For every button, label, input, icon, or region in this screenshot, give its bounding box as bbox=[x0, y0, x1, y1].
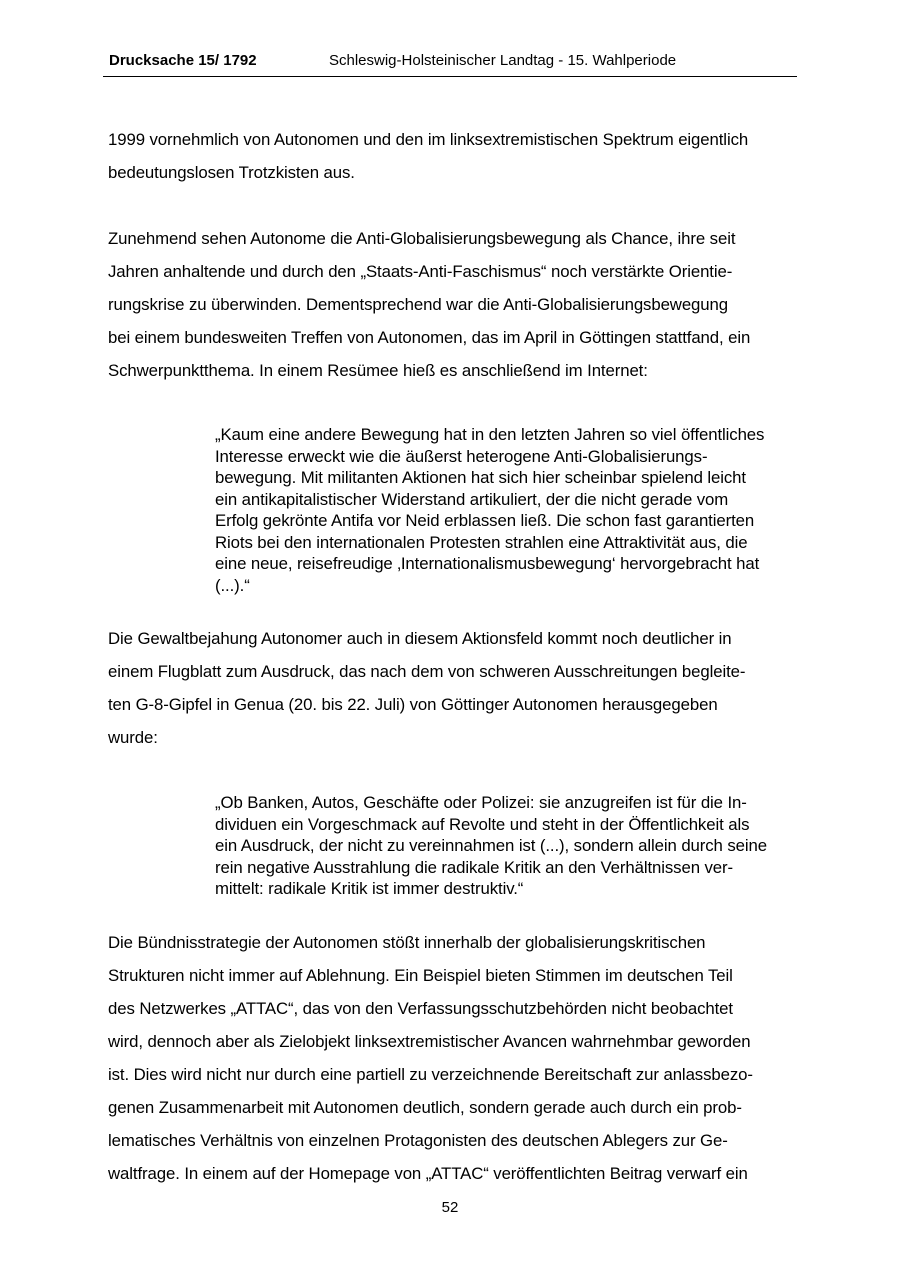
page-number: 52 bbox=[441, 1199, 459, 1216]
text-line: wurde: bbox=[108, 728, 158, 747]
block-quote-1 bbox=[215, 424, 803, 596]
quote-line: (...).“ bbox=[215, 575, 250, 595]
text-line: wird, dennoch aber als Zielobjekt linksextremistischer Avancen wahrnehmbar geworden bbox=[108, 1032, 751, 1051]
quote-line: rein negative Ausstrahlung die radikale Kritik an den Verhältnissen ver- bbox=[215, 857, 733, 877]
quote-line: Interesse erweckt wie die äußerst heterogene Anti-Globalisierungs- bbox=[215, 446, 708, 466]
paragraph-3 bbox=[108, 622, 808, 754]
block-quote-2 bbox=[215, 792, 803, 900]
header-title: Schleswig-Holsteinischer Landtag - 15. Wahlperiode bbox=[329, 52, 677, 69]
quote-line: eine neue, reisefreudige ‚Internationalismusbewegung‘ hervorgebracht hat bbox=[215, 554, 760, 573]
text-line: rungskrise zu überwinden. Dementsprechend war die Anti-Globalisierungsbewegung bbox=[108, 295, 728, 314]
text-line: 1999 vornehmlich von Autonomen und den im linksextremistischen Spektrum eigentlich bbox=[108, 130, 749, 149]
quote-line: Riots bei den internationalen Protesten strahlen eine Attraktivität aus, die bbox=[215, 532, 748, 552]
text-line: lematisches Verhältnis von einzelnen Protagonisten des deutschen Ablegers zur Ge- bbox=[108, 1131, 728, 1150]
text-line: Jahren anhaltende und durch den „Staats-Anti-Faschismus“ noch verstärkte Orientie- bbox=[108, 262, 733, 281]
text-line: bei einem bundesweiten Treffen von Autonomen, das im April in Göttingen stattfand, ein bbox=[108, 328, 751, 347]
quote-line: Erfolg gekrönte Antifa vor Neid erblassen ließ. Die schon fast garantierten bbox=[215, 511, 755, 530]
quote-line: ein Ausdruck, der nicht zu vereinnahmen ist (...), sondern allein durch seine bbox=[215, 836, 767, 855]
paragraph-4 bbox=[108, 926, 808, 1190]
quote-line: „Ob Banken, Autos, Geschäfte oder Polizei: sie anzugreifen ist für die In- bbox=[215, 793, 747, 812]
document-number: Drucksache 15/ 1792 bbox=[109, 52, 257, 69]
paragraph-1 bbox=[108, 123, 808, 189]
text-line: Strukturen nicht immer auf Ablehnung. Ein Beispiel bieten Stimmen im deutschen Teil bbox=[108, 966, 733, 985]
quote-line: dividuen ein Vorgeschmack auf Revolte und steht in der Öffentlichkeit als bbox=[215, 814, 750, 834]
text-line: bedeutungslosen Trotzkisten aus. bbox=[108, 163, 355, 182]
quote-line: ein antikapitalistischer Widerstand artikuliert, der die nicht gerade vom bbox=[215, 489, 729, 509]
text-line: waltfrage. In einem auf der Homepage von „ATTAC“ veröffentlichten Beitrag verwarf ein bbox=[108, 1164, 748, 1183]
text-line: des Netzwerkes „ATTAC“, das von den Verfassungsschutzbehörden nicht beobachtet bbox=[108, 999, 733, 1018]
text-line: Die Bündnisstrategie der Autonomen stößt innerhalb der globalisierungskritischen bbox=[108, 933, 706, 952]
quote-line: „Kaum eine andere Bewegung hat in den letzten Jahren so viel öffentliches bbox=[215, 425, 765, 444]
page-header bbox=[103, 52, 797, 77]
quote-line: bewegung. Mit militanten Aktionen hat sich hier scheinbar spielend leicht bbox=[215, 468, 746, 487]
text-line: ist. Dies wird nicht nur durch eine partiell zu verzeichnende Bereitschaft zur anlassbezo- bbox=[108, 1065, 753, 1084]
paragraph-2 bbox=[108, 222, 808, 387]
text-line: Schwerpunktthema. In einem Resümee hieß es anschließend im Internet: bbox=[108, 361, 648, 380]
text-line: genen Zusammenarbeit mit Autonomen deutlich, sondern gerade auch durch ein prob- bbox=[108, 1098, 742, 1117]
text-line: Zunehmend sehen Autonome die Anti-Globalisierungsbewegung als Chance, ihre seit bbox=[108, 229, 736, 248]
quote-line: mittelt: radikale Kritik ist immer destruktiv.“ bbox=[215, 879, 524, 898]
text-line: ten G-8-Gipfel in Genua (20. bis 22. Juli) von Göttinger Autonomen herausgegeben bbox=[108, 695, 718, 714]
text-line: einem Flugblatt zum Ausdruck, das nach dem von schweren Ausschreitungen begleite- bbox=[108, 662, 746, 681]
text-line: Die Gewaltbejahung Autonomer auch in diesem Aktionsfeld kommt noch deutlicher in bbox=[108, 629, 732, 648]
